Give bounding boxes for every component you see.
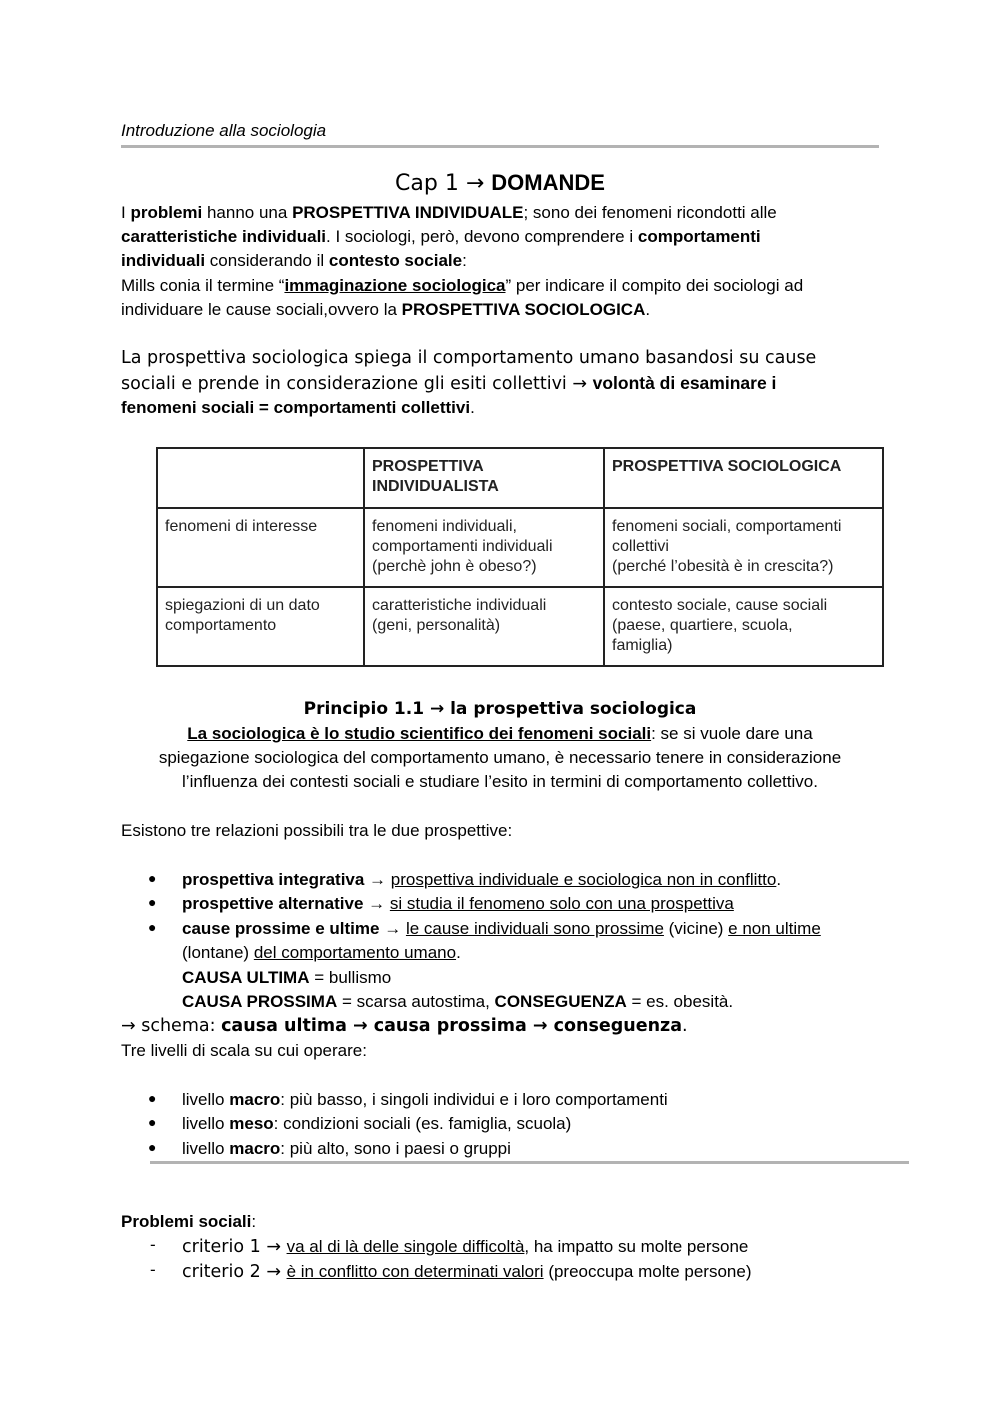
list-item: criterio 1 → va al di là delle singole difficoltà, ha impatto su molte persone (182, 1237, 749, 1257)
levels-intro: Tre livelli di scala su cui operare: (121, 1041, 367, 1060)
intro-line-5: individuare le cause sociali,ovvero la PROSPETTIVA SOCIOLOGICA. (121, 300, 651, 319)
principle-title: Principio 1.1 → la prospettiva sociologica (303, 699, 697, 719)
bullet-icon: ● (148, 1116, 157, 1131)
causa-prossima-line: CAUSA PROSSIMA = scarsa autostima, CONSEGUENZA = es. obesità. (182, 992, 734, 1011)
principle-line-2: spiegazione sociologica del comportamento umano, è necessario tenere in considerazione (158, 748, 842, 767)
document-header: Introduzione alla sociologia (121, 121, 327, 140)
table-cell: fenomeni sociali, comportamenti collettivi (perché l’obesità è in crescita?) (604, 508, 883, 587)
schema-line: → schema: causa ultima → causa prossima → conseguenza. (121, 1016, 688, 1036)
section-rule (150, 1161, 909, 1164)
principle-line-1: La sociologica è lo studio scientifico dei fenomeni sociali: se si vuole dare una (187, 724, 813, 743)
bullet-icon: ● (148, 872, 157, 887)
table-cell: spiegazioni di un dato comportamento (157, 587, 364, 666)
list-item-continuation: (lontane) del comportamento umano. (182, 943, 461, 962)
table-header-cell: PROSPETTIVA INDIVIDUALISTA (364, 448, 604, 508)
list-item: livello macro: più basso, i singoli individui e i loro comportamenti (182, 1090, 668, 1109)
para2-line-2: sociali e prende in considerazione gli esiti collettivi → volontà di esaminare i (121, 373, 777, 394)
comparison-table (156, 447, 884, 667)
bullet-icon: ● (148, 1092, 157, 1107)
intro-line-2: caratteristiche individuali. I sociologi, però, devono comprendere i comportamenti (121, 227, 761, 246)
problems-title: Problemi sociali: (121, 1212, 257, 1231)
list-item: livello meso: condizioni sociali (es. famiglia, scuola) (182, 1114, 572, 1133)
bullet-icon: ● (148, 896, 157, 911)
bullet-icon: ● (148, 1141, 157, 1156)
list-item: prospettiva integrativa → prospettiva individuale e sociologica non in conflitto. (182, 870, 782, 889)
table-header-cell (157, 448, 364, 508)
table-cell: caratteristiche individuali (geni, personalità) (364, 587, 604, 666)
table-cell: fenomeni individuali, comportamenti individuali (perchè john è obeso?) (364, 508, 604, 587)
dash-marker: - (150, 1260, 156, 1279)
intro-line-4: Mills conia il termine “immaginazione sociologica” per indicare il compito dei sociologi ad (121, 276, 804, 295)
intro-line-1: I problemi hanno una PROSPETTIVA INDIVIDUALE; sono dei fenomeni ricondotti alle (121, 203, 777, 222)
intro-line-3: individuali considerando il contesto sociale: (121, 251, 467, 270)
table-row (157, 508, 883, 587)
header-rule (121, 145, 879, 148)
table-cell: fenomeni di interesse (157, 508, 364, 587)
list-item: livello macro: più alto, sono i paesi o gruppi (182, 1139, 511, 1158)
chapter-title: Cap 1 → DOMANDE (395, 170, 605, 196)
list-item: prospettive alternative → si studia il fenomeno solo con una prospettiva (182, 894, 734, 913)
causa-ultima-line: CAUSA ULTIMA = bullismo (182, 968, 392, 987)
list-item: cause prossime e ultime → le cause individuali sono prossime (vicine) e non ultime (182, 919, 821, 938)
bullet-icon: ● (148, 921, 157, 936)
principle-line-3: l’influenza dei contesti sociali e studiare l’esito in termini di comportamento collettivo. (182, 772, 818, 791)
para2-line-1: La prospettiva sociologica spiega il comportamento umano basandosi su cause (121, 348, 817, 368)
dash-marker: - (150, 1235, 156, 1254)
para2-line-3: fenomeni sociali = comportamenti collettivi. (121, 398, 475, 417)
table-cell: contesto sociale, cause sociali (paese, quartiere, scuola, famiglia) (604, 587, 883, 666)
table-row (157, 587, 883, 666)
list-item: criterio 2 → è in conflitto con determinati valori (preoccupa molte persone) (182, 1262, 752, 1282)
table-header-cell: PROSPETTIVA SOCIOLOGICA (604, 448, 883, 508)
relations-intro: Esistono tre relazioni possibili tra le due prospettive: (121, 821, 513, 840)
table-header-row (157, 448, 883, 508)
